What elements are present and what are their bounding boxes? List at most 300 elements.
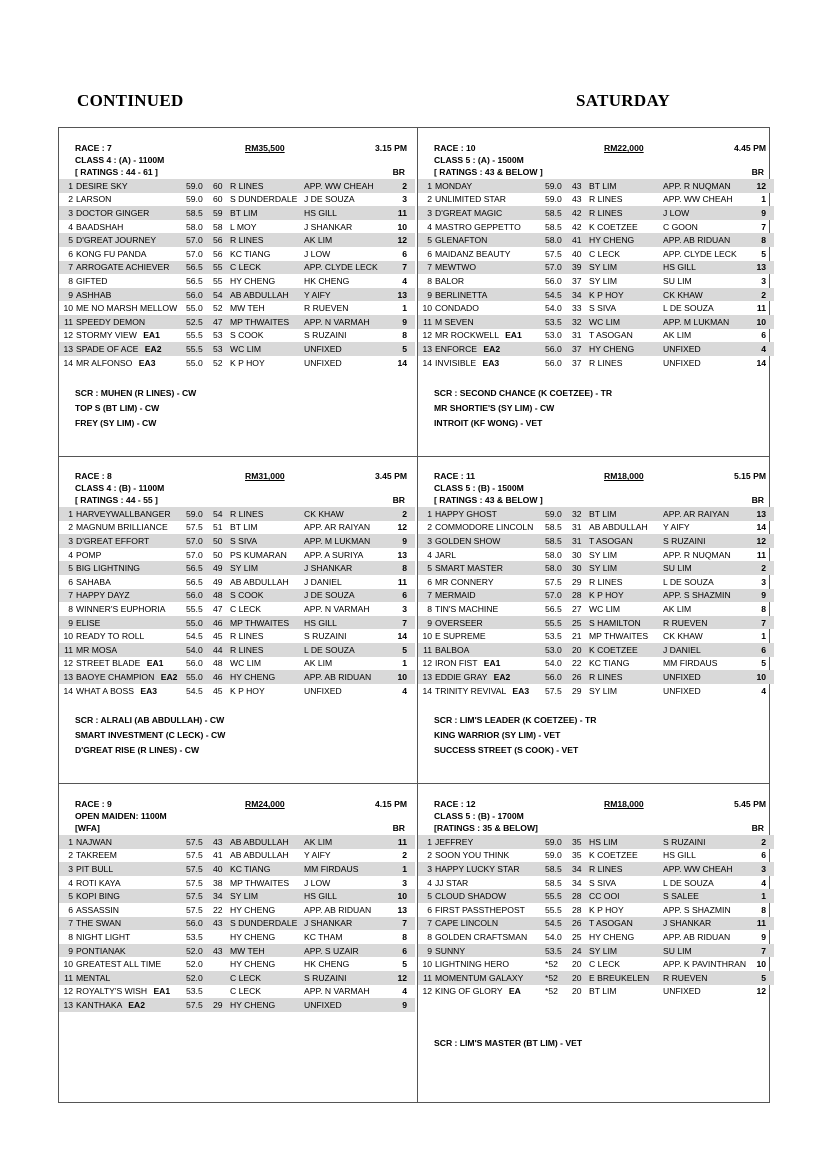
runner-number: 11 xyxy=(59,971,76,985)
runner-trainer: AK LIM xyxy=(304,835,390,849)
runner-horse-cell xyxy=(435,507,545,521)
race-prize: RM18,000 xyxy=(604,471,644,481)
runner-horse: KOPI BING xyxy=(76,891,120,902)
runner-horse: OVERSEER xyxy=(435,617,483,628)
runner-row xyxy=(59,288,415,302)
race-ratings: [ RATINGS : 43 & BELOW ] xyxy=(434,495,543,505)
runner-weight: 54.5 xyxy=(545,917,572,931)
runner-emergency: EA1 xyxy=(146,658,164,669)
runner-jockey: KC TIANG xyxy=(230,862,304,876)
runner-barrier: 12 xyxy=(390,233,415,247)
runner-row xyxy=(59,657,415,671)
runner-barrier: 9 xyxy=(761,931,766,942)
runner-barrier: 5 xyxy=(761,658,766,669)
runner-weight: 56.5 xyxy=(186,576,203,587)
runner-barrier: 11 xyxy=(756,549,766,560)
runner-rating: 51 xyxy=(213,522,223,533)
runner-jockey: HY CHENG xyxy=(589,931,635,942)
runner-horse: ME NO MARSH MELLOW xyxy=(76,303,178,314)
scratching-line: D'GREAT RISE (R LINES) - CW xyxy=(75,745,200,755)
scratchings xyxy=(75,713,225,758)
runner-trainer: L DE SOUZA xyxy=(663,303,714,314)
runner-barrier: 11 xyxy=(397,576,407,587)
runner-jockey: MP THWAITES xyxy=(230,877,290,888)
race-panel xyxy=(418,471,774,697)
runner-barrier: 6 xyxy=(390,944,415,958)
runner-barrier: 13 xyxy=(397,549,407,560)
runner-rating: 49 xyxy=(213,576,223,587)
runner-horse: KANTHAKA xyxy=(76,999,122,1010)
runner-barrier: 8 xyxy=(402,330,407,341)
runner-trainer: APP. WW CHEAH xyxy=(663,862,749,876)
runner-rating: 42 xyxy=(572,206,589,220)
runner-jockey: MP THWAITES xyxy=(230,616,304,630)
runner-row xyxy=(59,261,415,275)
runner-rating: 34 xyxy=(572,862,589,876)
runner-horse: ELISE xyxy=(76,617,101,628)
runner-trainer: HS GILL xyxy=(304,616,390,630)
runner-emergency: EA2 xyxy=(493,671,511,682)
runner-trainer: C GOON xyxy=(663,221,698,232)
runner-row xyxy=(59,957,415,971)
runner-row xyxy=(59,301,415,315)
runner-weight: 56.5 xyxy=(186,561,213,575)
runner-horse-cell xyxy=(76,329,186,343)
runner-number: 12 xyxy=(422,986,432,997)
runner-rating xyxy=(213,985,230,999)
runner-jockey: K P HOY xyxy=(589,288,663,302)
runner-barrier: 7 xyxy=(390,616,415,630)
runner-horse-cell xyxy=(435,944,545,958)
runner-horse: INVISIBLE xyxy=(435,357,477,368)
runner-trainer: APP. M LUKMAN xyxy=(663,315,749,329)
race-ratings-row xyxy=(418,167,774,179)
runner-barrier: 13 xyxy=(749,261,774,275)
runner-jockey: K P HOY xyxy=(589,589,663,603)
runner-rating: 50 xyxy=(213,549,223,560)
runner-number: 3 xyxy=(418,862,435,876)
runner-row xyxy=(59,247,415,261)
runner-number: 3 xyxy=(59,862,76,876)
runner-rating: 35 xyxy=(572,850,582,861)
runner-jockey: BT LIM xyxy=(230,206,304,220)
runner-number: 13 xyxy=(59,342,76,356)
runner-row xyxy=(418,247,774,261)
race-prize: RM24,000 xyxy=(245,799,285,809)
runner-weight: 57.0 xyxy=(186,248,203,259)
runner-weight: 52.0 xyxy=(186,944,213,958)
runner-weight: 58.5 xyxy=(545,206,572,220)
runner-horse: M SEVEN xyxy=(435,316,474,327)
runner-rating: 24 xyxy=(572,944,589,958)
runner-trainer: J SHANKAR xyxy=(304,917,390,931)
runner-weight: 58.0 xyxy=(545,549,562,560)
header-continued: CONTINUED xyxy=(77,91,184,110)
race-class: CLASS 5 : (B) - 1700M xyxy=(434,811,524,821)
runner-horse-cell xyxy=(435,575,545,589)
runner-rating: 30 xyxy=(572,549,582,560)
runner-horse: GLENAFTON xyxy=(435,235,488,246)
runner-horse-cell xyxy=(435,889,545,903)
runner-jockey: HY CHENG xyxy=(230,959,276,970)
runner-barrier: 9 xyxy=(749,206,774,220)
runner-jockey: SY LIM xyxy=(230,889,304,903)
runner-barrier: 3 xyxy=(402,877,407,888)
race-ratings: [ RATINGS : 44 - 61 ] xyxy=(75,167,158,177)
runner-horse-cell xyxy=(435,193,545,207)
runner-rating: 41 xyxy=(572,233,589,247)
runner-horse-cell xyxy=(76,521,186,535)
runner-rating: 50 xyxy=(213,534,230,548)
runner-horse: MONDAY xyxy=(435,180,473,191)
runner-horse-cell xyxy=(435,616,545,630)
runner-number: 9 xyxy=(59,288,76,302)
runner-horse: SUNNY xyxy=(435,945,466,956)
runner-barrier: 5 xyxy=(749,971,774,985)
runner-row xyxy=(59,903,415,917)
race-ratings: [WFA] xyxy=(75,823,100,833)
runner-rating xyxy=(213,971,230,985)
runner-trainer: APP. AB RIDUAN xyxy=(663,233,749,247)
runner-number: 7 xyxy=(59,917,76,931)
runner-weight: 55.0 xyxy=(186,616,213,630)
runner-weight: 58.0 xyxy=(545,561,572,575)
runner-rating: 43 xyxy=(213,835,230,849)
runner-trainer: AK LIM xyxy=(304,658,333,669)
runner-rating: 29 xyxy=(213,998,230,1012)
runner-number: 4 xyxy=(68,549,73,560)
runner-jockey: R LINES xyxy=(589,357,623,368)
runner-jockey: BT LIM xyxy=(589,507,663,521)
runner-row xyxy=(59,206,415,220)
runner-horse-cell xyxy=(76,944,186,958)
race-time: 3.45 PM xyxy=(374,471,407,481)
runner-jockey: K COETZEE xyxy=(589,850,638,861)
runner-row xyxy=(59,985,415,999)
runner-trainer: APP. S UZAIR xyxy=(304,944,390,958)
runner-jockey: HY CHENG xyxy=(230,275,276,286)
runner-trainer: UNFIXED xyxy=(663,670,749,684)
runner-jockey: T ASOGAN xyxy=(589,330,633,341)
runner-row xyxy=(59,534,415,548)
runner-row xyxy=(418,835,774,849)
runner-trainer: APP. CLYDE LECK xyxy=(304,261,390,275)
runner-rating: 20 xyxy=(572,971,589,985)
runner-rating: 28 xyxy=(572,904,582,915)
runner-barrier: 1 xyxy=(761,631,766,642)
runner-number: 12 xyxy=(63,330,73,341)
runner-row xyxy=(59,602,415,616)
runner-trainer: UNFIXED xyxy=(663,986,701,997)
runner-number: 14 xyxy=(63,357,73,368)
runner-horse-cell xyxy=(76,957,186,971)
runner-horse-cell xyxy=(435,220,545,234)
runner-horse: LARSON xyxy=(76,194,112,205)
runner-trainer: HS GILL xyxy=(663,261,749,275)
runner-rating: 32 xyxy=(572,315,589,329)
runner-horse-cell xyxy=(76,561,186,575)
runner-jockey: SY LIM xyxy=(589,561,663,575)
runner-trainer: APP. A SURIYA xyxy=(304,549,364,560)
runner-rating: 35 xyxy=(572,835,589,849)
runner-rating: 48 xyxy=(213,658,223,669)
runner-trainer: UNFIXED xyxy=(304,998,390,1012)
runner-weight: 57.0 xyxy=(545,261,572,275)
runner-trainer: S RUZAINI xyxy=(304,330,347,341)
runner-number: 11 xyxy=(418,643,435,657)
runner-horse-cell xyxy=(435,561,545,575)
runner-horse: MAGNUM BRILLIANCE xyxy=(76,522,168,533)
runner-weight: 54.0 xyxy=(545,658,562,669)
runner-row xyxy=(418,534,774,548)
runner-row xyxy=(59,971,415,985)
runner-trainer: APP. AB RIDUAN xyxy=(663,931,731,942)
runner-number: 8 xyxy=(68,275,73,286)
runner-row xyxy=(59,849,415,863)
runner-rating: 44 xyxy=(213,643,230,657)
runner-row xyxy=(59,835,415,849)
runner-jockey: S SIVA xyxy=(230,534,304,548)
runner-jockey: MW TEH xyxy=(230,303,265,314)
runner-jockey: S SIVA xyxy=(589,877,617,888)
scratching-line: SCR : LIM'S LEADER (K COETZEE) - TR xyxy=(434,715,597,725)
runner-jockey: WC LIM xyxy=(230,342,304,356)
runner-barrier: 12 xyxy=(749,534,774,548)
runner-emergency: EA1 xyxy=(153,986,171,997)
runner-row xyxy=(59,179,415,193)
runner-barrier: 4 xyxy=(402,986,407,997)
runner-trainer: J DANIEL xyxy=(304,576,342,587)
runner-row xyxy=(418,575,774,589)
runner-barrier: 3 xyxy=(749,862,774,876)
runner-horse-cell xyxy=(435,835,545,849)
runner-row xyxy=(59,548,415,562)
runner-rating: 54 xyxy=(213,507,230,521)
runner-weight: 54.5 xyxy=(186,631,203,642)
race-ratings-row xyxy=(59,167,415,179)
runner-jockey: C LECK xyxy=(230,261,304,275)
runner-barrier: 10 xyxy=(390,889,415,903)
runner-barrier: 13 xyxy=(390,288,415,302)
runner-jockey: KC TIANG xyxy=(230,248,271,259)
runner-trainer: KC THAM xyxy=(304,931,343,942)
runner-barrier: 10 xyxy=(749,315,774,329)
runner-horse: JJ STAR xyxy=(435,877,469,888)
runner-number: 4 xyxy=(427,549,432,560)
runner-horse-cell xyxy=(76,193,186,207)
runner-weight: 58.5 xyxy=(545,522,562,533)
runner-barrier: 4 xyxy=(402,275,407,286)
runner-rating: 53 xyxy=(213,330,223,341)
runner-horse: GOLDEN CRAFTSMAN xyxy=(435,931,528,942)
runner-horse: KONG FU PANDA xyxy=(76,248,147,259)
runner-horse-cell xyxy=(435,534,545,548)
runner-horse-cell xyxy=(76,917,186,931)
runner-horse: NAJWAN xyxy=(76,836,112,847)
runner-horse: KING OF GLORY xyxy=(435,986,503,997)
runner-horse-cell xyxy=(76,971,186,985)
runner-horse-cell xyxy=(435,957,545,971)
race-number: RACE : 9 xyxy=(75,799,112,809)
runner-barrier: 14 xyxy=(397,357,407,368)
runner-horse-cell xyxy=(435,548,545,562)
runners-table xyxy=(418,507,774,697)
runner-row xyxy=(59,193,415,207)
race-ratings: [ RATINGS : 43 & BELOW ] xyxy=(434,167,543,177)
runner-number: 14 xyxy=(422,357,432,368)
runner-rating xyxy=(213,957,230,971)
race-prize: RM22,000 xyxy=(604,143,644,153)
runner-horse-cell xyxy=(76,903,186,917)
runner-horse: GOLDEN SHOW xyxy=(435,535,501,546)
runner-weight: 55.0 xyxy=(186,303,203,314)
runner-number: 9 xyxy=(418,944,435,958)
runner-number: 4 xyxy=(68,221,73,232)
row-divider-1 xyxy=(58,456,770,457)
runner-weight: 56.0 xyxy=(186,589,213,603)
runner-weight: 56.0 xyxy=(186,288,213,302)
runner-rating: 22 xyxy=(213,904,223,915)
runner-weight: 55.5 xyxy=(545,904,562,915)
runner-number: 12 xyxy=(422,658,432,669)
runner-horse: READY TO ROLL xyxy=(76,631,145,642)
runner-rating: 29 xyxy=(572,685,582,696)
runner-jockey: R LINES xyxy=(230,233,304,247)
runner-barrier: 1 xyxy=(402,303,407,314)
runner-barrier: 5 xyxy=(761,248,766,259)
runner-number: 5 xyxy=(59,889,76,903)
runner-barrier: 12 xyxy=(756,986,766,997)
runner-horse-cell xyxy=(76,315,186,329)
runner-horse-cell xyxy=(435,206,545,220)
runner-emergency: EA3 xyxy=(138,357,156,368)
runner-jockey: HY CHENG xyxy=(230,904,276,915)
runner-number: 4 xyxy=(427,221,432,232)
runner-trainer: HS GILL xyxy=(304,206,390,220)
runner-weight: 57.5 xyxy=(186,862,213,876)
runner-number: 2 xyxy=(427,850,432,861)
runner-weight: 56.5 xyxy=(186,275,203,286)
runner-weight: 57.5 xyxy=(186,877,203,888)
runner-row xyxy=(59,521,415,535)
runner-jockey: HY CHENG xyxy=(589,233,663,247)
runner-row xyxy=(418,684,774,698)
race-class: OPEN MAIDEN: 1100M xyxy=(75,811,167,821)
runner-horse-cell xyxy=(76,657,186,671)
runner-rating: 30 xyxy=(572,561,589,575)
runner-barrier: 4 xyxy=(749,342,774,356)
runner-weight: 55.5 xyxy=(545,616,572,630)
runner-trainer: S RUZAINI xyxy=(304,631,347,642)
runner-trainer: APP. AB RIDUAN xyxy=(304,670,390,684)
runner-horse-cell xyxy=(76,507,186,521)
runner-barrier: 5 xyxy=(390,643,415,657)
runner-number: 3 xyxy=(418,534,435,548)
runner-row xyxy=(59,876,415,890)
runner-rating: 45 xyxy=(213,685,223,696)
runner-jockey: S SIVA xyxy=(589,303,617,314)
runner-trainer: HK CHENG xyxy=(304,959,350,970)
runner-weight: 55.5 xyxy=(186,330,203,341)
runner-barrier: 14 xyxy=(397,631,407,642)
runner-rating: 29 xyxy=(572,576,582,587)
runner-horse-cell xyxy=(76,889,186,903)
runner-emergency: EA xyxy=(508,986,521,997)
runner-jockey: HY CHENG xyxy=(230,998,304,1012)
runner-weight: 57.5 xyxy=(186,998,213,1012)
runner-trainer: CK KHAW xyxy=(304,507,390,521)
runner-horse: DOCTOR GINGER xyxy=(76,207,150,218)
runner-horse-cell xyxy=(76,602,186,616)
race-ratings: [RATINGS : 35 & BELOW] xyxy=(434,823,538,833)
runner-row xyxy=(418,903,774,917)
runner-number: 13 xyxy=(418,670,435,684)
runner-horse: D'GREAT MAGIC xyxy=(435,207,503,218)
runner-number: 5 xyxy=(418,233,435,247)
runner-horse-cell xyxy=(435,179,545,193)
runner-trainer: J DANIEL xyxy=(663,643,749,657)
runner-weight: 56.0 xyxy=(545,357,562,368)
runner-number: 12 xyxy=(422,330,432,341)
runner-trainer: S SALEE xyxy=(663,889,749,903)
runner-rating: 53 xyxy=(213,342,230,356)
runner-emergency: EA2 xyxy=(128,999,145,1010)
scratchings xyxy=(434,1036,582,1051)
runner-rating: 60 xyxy=(213,179,230,193)
runner-rating: 31 xyxy=(572,522,582,533)
race-prize: RM18,000 xyxy=(604,799,644,809)
runner-jockey: K P HOY xyxy=(230,685,265,696)
scratching-line: SUCCESS STREET (S COOK) - VET xyxy=(434,745,579,755)
runner-trainer: APP. S SHAZMIN xyxy=(663,589,749,603)
runner-row xyxy=(418,930,774,944)
runner-jockey: R LINES xyxy=(230,631,264,642)
runner-row xyxy=(418,876,774,890)
runner-horse: BERLINETTA xyxy=(435,289,488,300)
runner-horse-cell xyxy=(435,342,545,356)
runner-number: 6 xyxy=(68,904,73,915)
runner-horse: SPEEDY DEMON xyxy=(76,316,146,327)
runner-emergency: EA1 xyxy=(483,658,501,669)
runner-horse: MOMENTUM GALAXY xyxy=(435,972,524,983)
runner-row xyxy=(59,616,415,630)
runner-row xyxy=(59,561,415,575)
runner-rating: 22 xyxy=(572,658,582,669)
runner-horse-cell xyxy=(76,274,186,288)
runner-weight: 54.0 xyxy=(186,643,213,657)
runner-jockey: MP THWAITES xyxy=(230,315,304,329)
runner-barrier: 4 xyxy=(402,685,407,696)
runner-rating: 47 xyxy=(213,315,230,329)
runner-row xyxy=(418,889,774,903)
runner-horse-cell xyxy=(76,342,186,356)
runner-number: 7 xyxy=(418,261,435,275)
runner-rating: 28 xyxy=(572,589,589,603)
runner-row xyxy=(418,507,774,521)
runner-horse: HARVEYWALLBANGER xyxy=(76,508,171,519)
runner-number: 9 xyxy=(59,944,76,958)
runner-number: 11 xyxy=(59,315,76,329)
runner-barrier: 5 xyxy=(402,959,407,970)
runner-horse: BALBOA xyxy=(435,644,470,655)
runner-rating: 47 xyxy=(213,603,223,614)
barrier-label: BR xyxy=(751,823,764,833)
runner-horse: MENTAL xyxy=(76,972,111,983)
runner-weight: 57.5 xyxy=(545,576,562,587)
runner-trainer: R RUEVEN xyxy=(663,971,749,985)
runner-trainer: J SHANKAR xyxy=(663,917,749,931)
runner-weight: 57.0 xyxy=(186,534,213,548)
